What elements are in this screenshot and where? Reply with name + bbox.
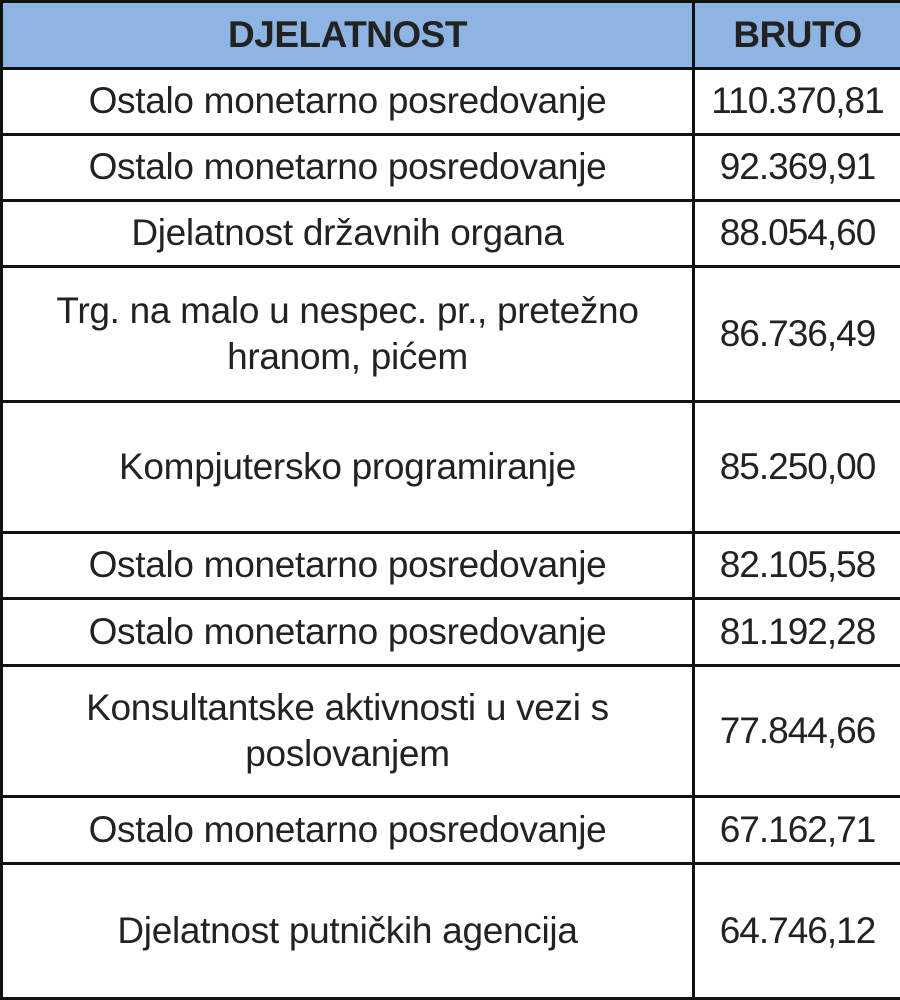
activity-cell: Ostalo monetarno posredovanje bbox=[2, 69, 694, 135]
gross-cell: 81.192,28 bbox=[694, 599, 900, 666]
column-header-gross: BRUTO bbox=[694, 2, 900, 69]
column-header-activity: DJELATNOST bbox=[2, 2, 694, 69]
gross-cell: 67.162,71 bbox=[694, 797, 900, 864]
activity-cell: Djelatnost putničkih agencija bbox=[2, 864, 694, 999]
activity-cell: Ostalo monetarno posredovanje bbox=[2, 135, 694, 201]
activity-cell: Trg. na malo u nespec. pr., pretežno hranom, pićem bbox=[2, 267, 694, 402]
activity-cell: Konsultantske aktivnosti u vezi s poslovanjem bbox=[2, 666, 694, 797]
table-row bbox=[2, 666, 900, 797]
gross-cell: 82.105,58 bbox=[694, 533, 900, 599]
table-row bbox=[2, 267, 900, 402]
activity-cell: Djelatnost državnih organa bbox=[2, 201, 694, 267]
activity-cell: Ostalo monetarno posredovanje bbox=[2, 533, 694, 599]
activity-cell: Kompjutersko programiranje bbox=[2, 402, 694, 533]
table-row bbox=[2, 797, 900, 864]
table-row bbox=[2, 69, 900, 135]
table-row bbox=[2, 135, 900, 201]
gross-cell: 85.250,00 bbox=[694, 402, 900, 533]
table-row bbox=[2, 533, 900, 599]
gross-cell: 86.736,49 bbox=[694, 267, 900, 402]
table-row bbox=[2, 201, 900, 267]
gross-cell: 77.844,66 bbox=[694, 666, 900, 797]
table-header-row bbox=[2, 2, 900, 69]
gross-cell: 64.746,12 bbox=[694, 864, 900, 999]
table-row bbox=[2, 402, 900, 533]
gross-cell: 88.054,60 bbox=[694, 201, 900, 267]
gross-cell: 110.370,81 bbox=[694, 69, 900, 135]
table-row bbox=[2, 599, 900, 666]
gross-cell: 92.369,91 bbox=[694, 135, 900, 201]
table-row bbox=[2, 864, 900, 999]
activity-cell: Ostalo monetarno posredovanje bbox=[2, 797, 694, 864]
activity-cell: Ostalo monetarno posredovanje bbox=[2, 599, 694, 666]
